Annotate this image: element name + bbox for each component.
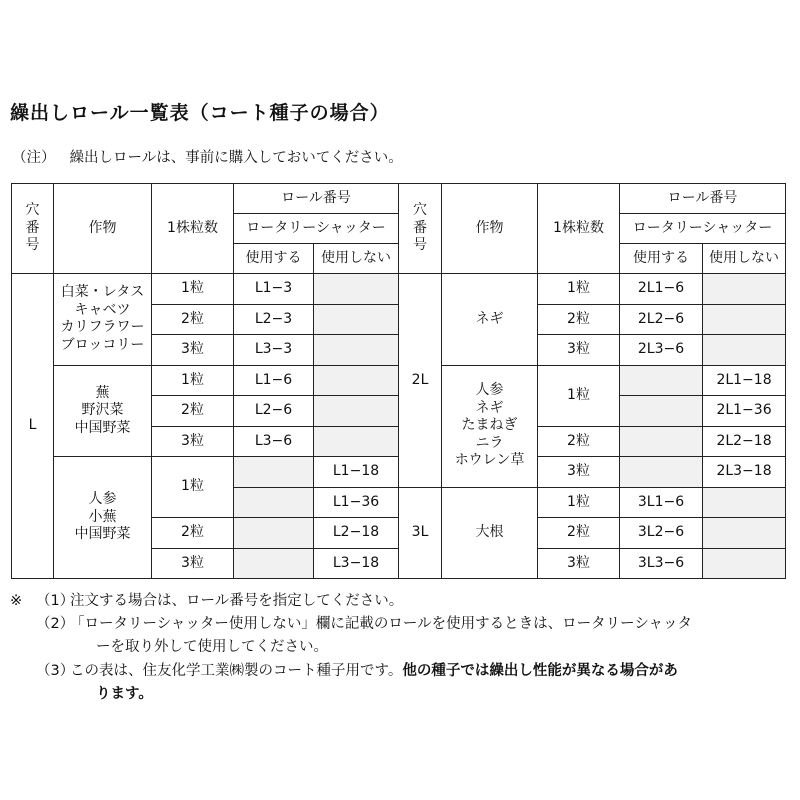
no-use-header: 使用しない	[703, 244, 786, 274]
footnote-number: （1）	[36, 593, 75, 609]
roll-no-use-cell	[703, 548, 786, 579]
crop-cell: 人参 小蕪 中国野菜	[54, 457, 152, 579]
grains-cell: 1粒	[538, 365, 620, 426]
footnote-bold-text: 他の種子では繰出し性能が異なる場合があ	[402, 662, 678, 679]
note-tag: （注）	[12, 150, 56, 166]
roll-use-cell: L2−6	[234, 396, 314, 427]
grains-cell: 3粒	[152, 426, 234, 457]
roll-use-cell	[620, 365, 703, 396]
roll-no-use-cell	[314, 304, 399, 335]
roll-no-use-cell	[314, 274, 399, 305]
hole-number-header: 穴 番 号	[12, 184, 54, 274]
grains-cell: 2粒	[152, 518, 234, 549]
grains-header: 1株粒数	[538, 184, 620, 274]
roll-use-cell: L3−3	[234, 335, 314, 366]
roll-no-use-cell: 2L1−36	[703, 396, 786, 427]
roll-use-cell	[234, 487, 314, 518]
grains-cell: 2粒	[538, 304, 620, 335]
roll-no-use-cell	[314, 335, 399, 366]
roll-no-use-cell: 2L1−18	[703, 365, 786, 396]
footnote-text: 「ロータリーシャッター使用しない」欄に記載のロールを使用するときは、ロータリーシャッタ	[70, 616, 693, 633]
footnote-continuation: ります。	[96, 685, 153, 702]
table-row	[12, 274, 786, 305]
crop-cell: 蕪 野沢菜 中国野菜	[54, 365, 152, 457]
roll-use-cell	[234, 518, 314, 549]
roll-no-use-cell: L2−18	[314, 518, 399, 549]
hole-cell-l: L	[12, 274, 54, 579]
purchase-note	[12, 146, 403, 167]
roll-no-use-cell	[703, 274, 786, 305]
roll-use-cell: 2L2−6	[620, 304, 703, 335]
note-text: 繰出しロールは、事前に購入しておいてください。	[69, 150, 403, 166]
footnote-text: 注文する場合は、ロール番号を指定してください。	[70, 593, 404, 609]
hole-number-header: 穴 番 号	[399, 184, 442, 274]
roll-use-cell	[234, 548, 314, 579]
grains-cell: 1粒	[538, 274, 620, 305]
roll-no-use-cell: 2L3−18	[703, 457, 786, 488]
roll-table	[11, 183, 786, 579]
grains-cell: 1粒	[538, 487, 620, 518]
grains-cell: 1粒	[152, 457, 234, 518]
roll-use-cell: L2−3	[234, 304, 314, 335]
footnotes	[10, 590, 790, 706]
roll-no-use-cell	[703, 487, 786, 518]
roll-use-cell	[234, 457, 314, 488]
roll-use-cell: L1−6	[234, 365, 314, 396]
crop-cell: ネギ	[442, 274, 538, 366]
crop-header: 作物	[442, 184, 538, 274]
roll-use-cell	[620, 396, 703, 427]
footnote-2	[10, 613, 790, 659]
footnote-text: この表は、住友化学工業㈱製のコート種子用です。	[70, 662, 403, 679]
grains-header: 1株粒数	[152, 184, 234, 274]
roll-use-cell: 2L3−6	[620, 335, 703, 366]
roll-use-cell: 3L1−6	[620, 487, 703, 518]
crop-header: 作物	[54, 184, 152, 274]
roll-use-cell	[620, 457, 703, 488]
roll-number-header: ロール番号	[620, 184, 786, 214]
grains-cell: 2粒	[538, 426, 620, 457]
roll-use-cell	[620, 426, 703, 457]
rotary-shutter-header: ロータリーシャッター	[620, 214, 786, 244]
roll-use-cell: 3L3−6	[620, 548, 703, 579]
grains-cell: 3粒	[152, 548, 234, 579]
footnote-number: （2）	[36, 616, 75, 633]
roll-no-use-cell	[703, 335, 786, 366]
grains-cell: 3粒	[538, 457, 620, 488]
header-row	[12, 184, 786, 214]
grains-cell: 1粒	[152, 365, 234, 396]
roll-no-use-cell	[314, 365, 399, 396]
roll-no-use-cell	[703, 304, 786, 335]
hole-cell-2l: 2L	[399, 274, 442, 488]
rotary-shutter-header: ロータリーシャッター	[234, 214, 399, 244]
use-header: 使用する	[234, 244, 314, 274]
roll-no-use-cell	[703, 518, 786, 549]
roll-no-use-cell: L1−18	[314, 457, 399, 488]
roll-number-header: ロール番号	[234, 184, 399, 214]
roll-no-use-cell	[314, 426, 399, 457]
crop-cell: 白菜・レタス キャベツ カリフラワー ブロッコリー	[54, 274, 152, 366]
roll-no-use-cell: L1−36	[314, 487, 399, 518]
footnote-number: （3）	[36, 662, 75, 679]
crop-cell: 大根	[442, 487, 538, 579]
use-header: 使用する	[620, 244, 703, 274]
roll-no-use-cell: 2L2−18	[703, 426, 786, 457]
footnote-continuation: ーを取り外して使用してください。	[96, 639, 328, 656]
roll-use-cell: L1−3	[234, 274, 314, 305]
roll-no-use-cell	[314, 396, 399, 427]
no-use-header: 使用しない	[314, 244, 399, 274]
crop-cell: 人参 ネギ たまねぎ ニラ ホウレン草	[442, 365, 538, 487]
footnote-1	[10, 590, 790, 613]
footnote-mark: ※	[10, 593, 23, 609]
page-title: 繰出しロール一覧表（コート種子の場合）	[10, 102, 390, 124]
grains-cell: 2粒	[538, 518, 620, 549]
grains-cell: 3粒	[152, 335, 234, 366]
roll-use-cell: 3L2−6	[620, 518, 703, 549]
roll-no-use-cell: L3−18	[314, 548, 399, 579]
roll-use-cell: L3−6	[234, 426, 314, 457]
grains-cell: 3粒	[538, 548, 620, 579]
roll-use-cell: 2L1−6	[620, 274, 703, 305]
hole-cell-3l: 3L	[399, 487, 442, 579]
footnote-3	[10, 660, 790, 706]
grains-cell: 1粒	[152, 274, 234, 305]
grains-cell: 2粒	[152, 396, 234, 427]
grains-cell: 3粒	[538, 335, 620, 366]
grains-cell: 2粒	[152, 304, 234, 335]
